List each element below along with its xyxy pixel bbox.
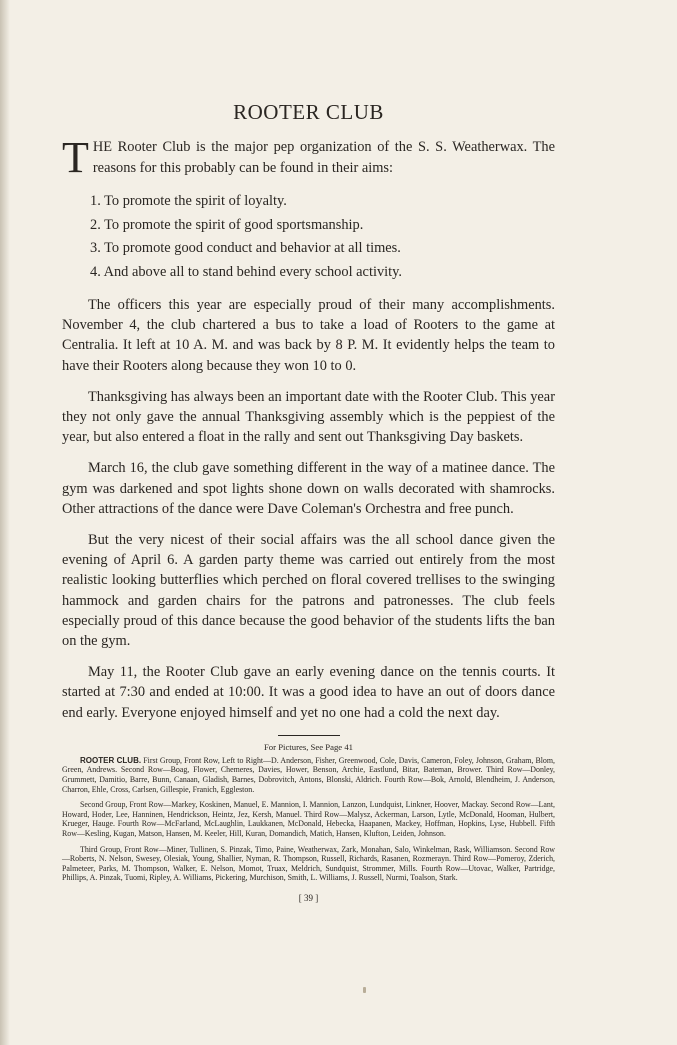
aim-item: 1. To promote the spirit of loyalty. (90, 193, 287, 209)
body-paragraph: May 11, the Rooter Club gave an early evening dance on the tennis courts. It started at 7:30 and ended at 10:00. It was a good idea to have an out of doors dance end early. Everyone enjoyed himself and yet no one had a cold the next day. (62, 664, 555, 721)
aim-item: 4. And above all to stand behind every school activity. (90, 263, 402, 280)
see-pictures-note: For Pictures, See Page 41 (263, 741, 354, 752)
document-page (62, 100, 555, 903)
body-paragraph: But the very nicest of their social affairs was the all school dance given the evening of April 6. A garden party theme was carried out entirely from the most realistic looking butterflies which perched on floral covered trellises to the swinging hammock and garden chairs for the patrons and patronesses. The club feels especially proud of this dance because the good behavior of the students lifts the ban on the gym. (62, 532, 555, 650)
group-caption (62, 845, 555, 883)
paper-speck (363, 987, 366, 993)
page-number: [ 39 ] (298, 892, 319, 903)
page-title: ROOTER CLUB (233, 100, 384, 124)
group-caption (62, 756, 555, 794)
group-caption-text: First Group, Front Row, Left to Right—D. Anderson, Fisher, Greenwood, Cole, Davis, Cameron, Foley, Johnson, Graham, Blom, Green, Andrews. Second Row—Boag, Flower, Chemeres, Davies, Hower, Benson, Archie, Eastlund, Bitar, Bateman, Brower. Third Row—Donley, Grummett, Damitio, Barre, Bunn, Canaan, Gladish, Barnes, Dobrovitch, Antons, Blonski, Aldrich. Fourth Row—Bok, Arnold, Blendheim, J. Anderson, Charron, Ehle, Cross, Carlsen, Gillespie, Franich, Eggleston. (62, 755, 555, 794)
body-paragraph: Thanksgiving has always been an important date with the Rooter Club. This year they not only gave the annual Thanksgiving assembly which is the peppiest of the year, but also entered a float in the rally and sent out Thanksgiving Day baskets. (62, 388, 555, 446)
aim-item: 3. To promote good conduct and behavior at all times. (90, 240, 401, 256)
group-caption (62, 800, 555, 838)
group-caption-text: Second Group, Front Row—Markey, Koskinen, Manuel, E. Mannion, I. Mannion, Lanzon, Lundquist, Linkner, Hoover, Mackay. Second Row—Lant, Howard, Hoder, Lee, Hanninen, Hendrickson, Heintz, Jez, Kersh, Manuel. Third Row—Malysz, Ackerman, Larson, Lytle, McDonald, Hooman, Hulbert, Krueger, Hauge. Fourth Row—McFarland, McLaughlin, Laukkanen, McDonald, Hebecka, Haapanen, Mackey, Hoffman, Hopkins, Lyse, Hubbell. Fifth Row—Kesling, Kugan, Matson, Hansen, M. Keeler, Hill, Kuran, Domandich, Matich, Hansen, Klufton, Leiden, Johnson. (62, 800, 555, 839)
group-caption-title: ROOTER CLUB. (80, 755, 142, 765)
aim-item: 2. To promote the spirit of good sportsmanship. (90, 216, 364, 233)
body-paragraph: The officers this year are especially proud of their many accomplishments. November 4, the club chartered a bus to take a load of Rooters to the game at Centralia. It left at 10 A. M. and was back by 8 P. M. It evidently helps the team to have their Rooters along because they won 10 to 0. (62, 297, 555, 374)
intro-paragraph (62, 133, 555, 182)
aims-list (62, 190, 555, 284)
section-divider (278, 735, 340, 736)
page-binding-shadow (0, 0, 10, 1045)
body-paragraph: March 16, the club gave something different in the way of a matinee dance. The gym was darkened and spot lights shone down on walls decorated with shamrocks. Other attractions of the dance were Dave Coleman's Orchestra and free punch. (62, 460, 555, 517)
intro-text: HE Rooter Club is the major pep organization of the S. S. Weatherwax. The reasons for this probably can be found in their aims: (92, 139, 555, 176)
drop-cap: T (62, 133, 89, 182)
group-caption-text: Third Group, Front Row—Miner, Tullinen, S. Pinzak, Timo, Paine, Weatherwax, Zark, Monahan, Salo, Winkelman, Rask, Williamson. Second Row—Roberts, N. Nelson, Swesey, Olesiak, Young, Shallier, Nyman, R. Thompson, Russell, Richards, Rasanen, Rozmerayn. Third Row—Pomeroy, Zderich, Palmeteer, Parks, M. Thompson, Walker, E. Nelson, Momot, Truax, Meldrich, Sundquist, Strommer, Mills. Fourth Row—Utovac, Walker, Partridge, Phillips, A. Pinzak, Tuomi, Ripley, A. Williams, Pickering, Murchison, Smith, L. Williams, J. Russell, Nurmi, Toalson, Stark. (62, 844, 555, 883)
